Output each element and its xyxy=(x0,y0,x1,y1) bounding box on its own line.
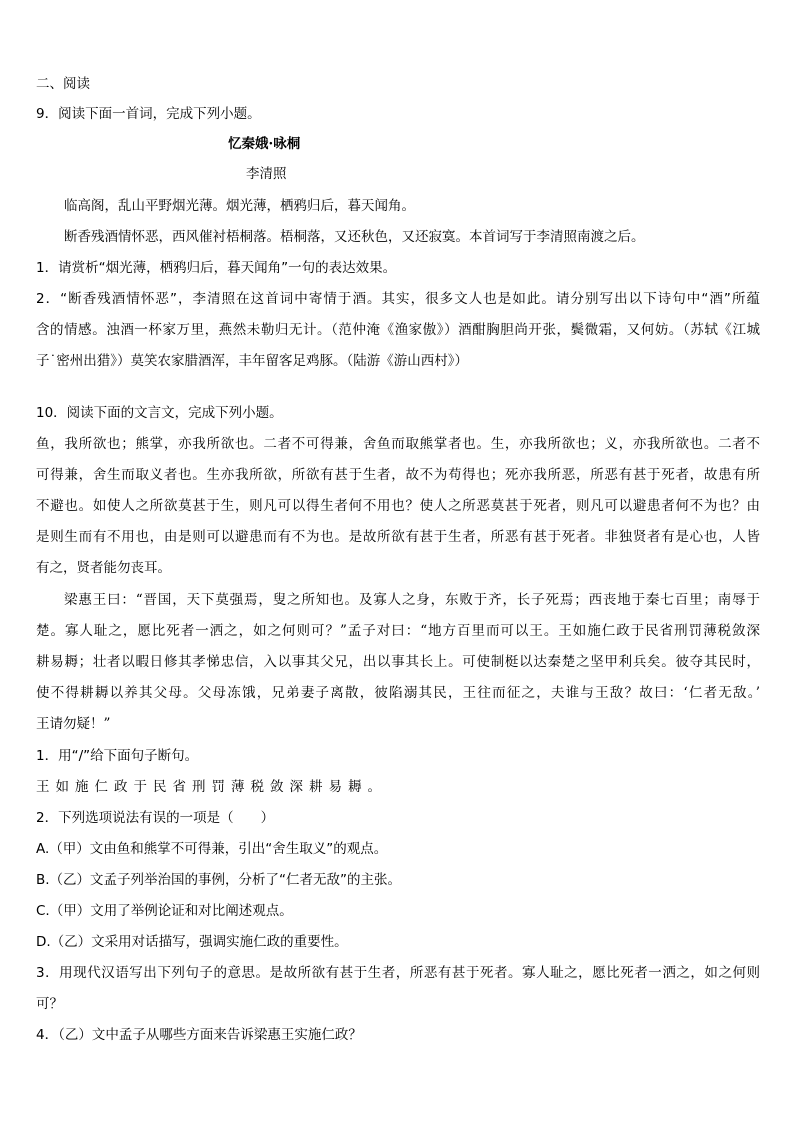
poem-author: 李清照 xyxy=(246,166,287,182)
question-10-sub-2: 2．下列选项说法有误的一项是（ ） xyxy=(36,810,275,826)
poem-title: 忆秦娥·咏桐 xyxy=(228,136,301,152)
passage-jia-line: 不避也。如使人之所欲莫甚于生，则凡可以得生者何不用也？使人之所恶莫甚于死者，则凡可以避患者何不为也？由 xyxy=(36,498,760,514)
sentence-to-punctuate: 王如施仁政于民省刑罚薄税敛深耕易耨。 xyxy=(36,779,387,795)
option-d: D.（乙）文采用对话描写，强调实施仁政的重要性。 xyxy=(36,934,348,950)
question-10-prompt: 10．阅读下面的文言文，完成下列小题。 xyxy=(36,405,283,421)
passage-yi-line: 楚。寡人耻之，愿比死者一洒之，如之何则可？”孟子对曰：“地方百里而可以王。王如施仁政于民省刑罚薄税敛深 xyxy=(36,623,760,639)
question-10-sub-1: 1．用“/”给下面句子断句。 xyxy=(36,748,199,764)
passage-yi-line: 梁惠王曰：“晋国，天下莫强焉，叟之所知也。及寡人之身，东败于齐，长子死焉；西丧地于秦七百里；南辱于 xyxy=(64,592,760,608)
passage-yi-line: 王请勿疑！” xyxy=(36,716,111,732)
passage-jia-line: 鱼，我所欲也；熊掌，亦我所欲也。二者不可得兼，舍鱼而取熊掌者也。生，亦我所欲也；义，亦我所欲也。二者不 xyxy=(36,436,760,452)
option-a: A.（甲）文由鱼和熊掌不可得兼，引出“舍生取义”的观点。 xyxy=(36,841,388,857)
question-10-sub-3: 3．用现代汉语写出下列句子的意思。是故所欲有甚于生者，所恶有甚于死者。寡人耻之，愿比死者一洒之，如之何则 xyxy=(36,965,760,981)
question-10-sub-4: 4．（乙）文中孟子从哪些方面来告诉梁惠王实施仁政？ xyxy=(36,1027,362,1043)
question-9-sub-2-cont: 子˙密州出猎》）莫笑农家腊酒浑，丰年留客足鸡豚。（陆游《游山西村》） xyxy=(36,353,468,369)
question-9-prompt: 9．阅读下面一首词，完成下列小题。 xyxy=(36,106,261,122)
passage-jia-line: 有之，贤者能勿丧耳。 xyxy=(36,560,171,576)
question-9-sub-2: 2．“断香残酒情怀恶”，李清照在这首词中寄情于酒。其实，很多文人也是如此。请分别写出以下诗句中“酒”所蕴 xyxy=(36,291,760,307)
poem-line: 断香残酒情怀恶，西风催衬梧桐落。梧桐落，又还秋色，又还寂寞。本首词写于李清照南渡之后。 xyxy=(64,229,645,245)
passage-yi-line: 使不得耕耨以养其父母。父母冻饿，兄弟妻子离散，彼陷溺其民，王往而征之，夫谁与王敌？故曰：‘仁者无敌。’ xyxy=(36,685,760,701)
question-10-sub-3-cont: 可？ xyxy=(36,996,63,1012)
passage-jia-line: 可得兼，舍生而取义者也。生亦我所欲，所欲有甚于生者，故不为苟得也；死亦我所恶，所恶有甚于死者，故患有所 xyxy=(36,467,760,483)
section-title: 二、阅读 xyxy=(36,76,90,92)
question-9-sub-1: 1．请赏析“烟光薄，栖鸦归后，暮天闻角”一句的表达效果。 xyxy=(36,260,397,276)
passage-jia-line: 是则生而有不用也，由是则可以避患而有不为也。是故所欲有甚于生者，所恶有甚于死者。非独贤者有是心也，人皆 xyxy=(36,529,760,545)
poem-line: 临高阁，乱山平野烟光薄。烟光薄，栖鸦归后，暮天闻角。 xyxy=(64,198,415,214)
question-9-sub-2-cont: 含的情感。浊酒一杯家万里，燕然未勒归无计。（范仲淹《渔家傲》）酒酣胸胆尚开张，鬓微霜，又何妨。（苏轼《江城 xyxy=(36,322,760,338)
option-b: B.（乙）文孟子列举治国的事例，分析了“仁者无敌”的主张。 xyxy=(36,872,402,888)
option-c: C.（甲）文用了举例论证和对比阐述观点。 xyxy=(36,903,293,919)
passage-yi-line: 耕易耨；壮者以暇日修其孝悌忠信，入以事其父兄，出以事其长上。可使制梃以达秦楚之坚甲利兵矣。彼夺其民时， xyxy=(36,654,760,670)
